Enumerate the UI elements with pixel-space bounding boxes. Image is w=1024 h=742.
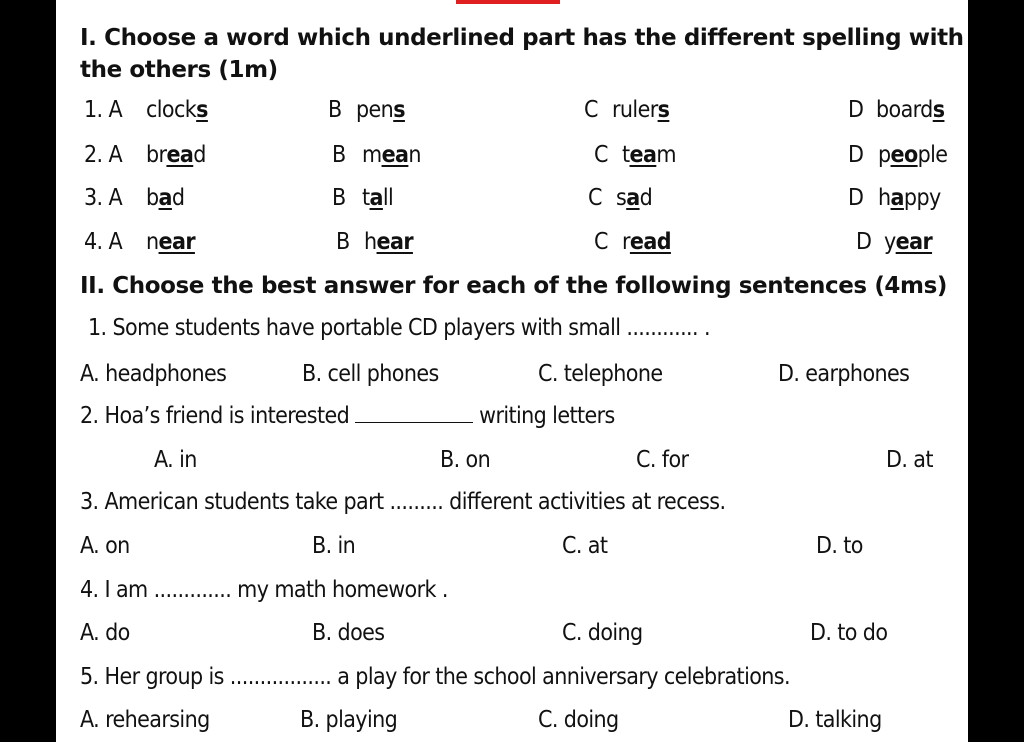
word-part: n: [146, 229, 159, 255]
row-4-word-b: [364, 228, 413, 256]
question-2-stem: [80, 402, 615, 430]
underlined-part: s: [932, 97, 945, 123]
underlined-part: s: [657, 97, 670, 123]
question-3-option-d: D. to: [816, 533, 863, 559]
word-part: ll: [382, 185, 394, 211]
word-part: y: [884, 229, 896, 255]
row-2-word-d: [878, 141, 947, 169]
underlined-part: ear: [376, 229, 413, 255]
question-1-option-c: C. telephone: [538, 361, 663, 387]
row-3-word-c: [616, 184, 652, 212]
question-1-option-b: B. cell phones: [302, 361, 439, 387]
row-4-letter-b: B: [336, 229, 350, 255]
row-3-word-a: [146, 184, 184, 212]
underlined-part: ea: [629, 142, 657, 168]
answer-blank: [355, 404, 473, 423]
question-5-stem: 5. Her group is ................. a play for the school anniversary celebrations.: [80, 664, 790, 690]
word-part: br: [146, 142, 167, 168]
underlined-part: s: [393, 97, 405, 123]
question-2-option-a: A. in: [154, 447, 197, 473]
question-3-option-c: C. at: [562, 533, 608, 559]
question-3-stem: 3. American students take part ......... different activities at recess.: [80, 489, 726, 515]
top-accent-bar: [456, 0, 560, 4]
underlined-part: ear: [895, 229, 933, 255]
row-1-letter-b: B: [328, 97, 342, 123]
row-2-letter-d: D: [848, 142, 864, 168]
question-2-option-b: B. on: [440, 447, 491, 473]
row-1-word-d: [876, 96, 944, 124]
word-part: h: [364, 229, 377, 255]
question-3-option-a: A. on: [80, 533, 130, 559]
word-part: n: [408, 142, 421, 168]
row-2-letter-c: C: [594, 142, 608, 168]
row-3-letter-b: B: [332, 185, 346, 211]
question-3-option-b: B. in: [312, 533, 356, 559]
word-part: s: [616, 185, 627, 211]
question-1-option-d: D. earphones: [778, 361, 910, 387]
word-part: m: [656, 142, 676, 168]
row-1-letter-d: D: [848, 97, 864, 123]
word-part: pen: [356, 97, 394, 123]
row-1-word-b: [356, 96, 405, 124]
word-part: d: [193, 142, 206, 168]
underlined-part: a: [626, 185, 640, 211]
question-4-option-c: C. doing: [562, 620, 643, 646]
question-2-stem-before: 2. Hoa’s friend is interested: [80, 403, 350, 429]
row-4-number-a: 4. A: [84, 229, 123, 255]
row-2-word-b: [362, 141, 421, 169]
word-part: d: [639, 185, 653, 211]
underlined-part: eo: [890, 142, 918, 168]
word-part: t: [622, 142, 630, 168]
word-part: d: [171, 185, 185, 211]
section1-heading-line2: the others (1m): [80, 57, 278, 83]
word-part: h: [878, 185, 891, 211]
word-part: r: [622, 229, 630, 255]
word-part: b: [146, 185, 159, 211]
underlined-part: ead: [629, 229, 671, 255]
underlined-part: ea: [381, 142, 409, 168]
row-1-word-c: [612, 96, 669, 124]
section2-heading: II. Choose the best answer for each of the following sentences (4ms): [80, 273, 948, 299]
row-4-letter-d: D: [856, 229, 872, 255]
row-4-word-a: [146, 228, 195, 256]
row-4-word-c: [622, 228, 671, 256]
row-3-number-a: 3. A: [84, 185, 123, 211]
word-part: ppy: [903, 185, 941, 211]
underlined-part: a: [890, 185, 904, 211]
question-4-option-b: B. does: [312, 620, 385, 646]
underlined-part: ear: [158, 229, 195, 255]
row-3-letter-d: D: [848, 185, 864, 211]
underlined-part: a: [369, 185, 383, 211]
row-2-word-a: [146, 141, 206, 169]
row-1-letter-c: C: [584, 97, 598, 123]
question-2-option-c: C. for: [636, 447, 689, 473]
row-4-word-d: [884, 228, 932, 256]
row-2-word-c: [622, 141, 676, 169]
row-4-letter-c: C: [594, 229, 608, 255]
word-part: ple: [917, 142, 948, 168]
row-1-number-a: 1. A: [84, 97, 123, 123]
row-2-number-a: 2. A: [84, 142, 123, 168]
row-1-word-a: [146, 96, 208, 124]
row-3-letter-c: C: [588, 185, 602, 211]
question-1-option-a: A. headphones: [80, 361, 227, 387]
section1-heading-line1: I. Choose a word which underlined part has the different spelling with: [80, 25, 964, 51]
word-part: clock: [146, 97, 197, 123]
question-5-option-c: C. doing: [538, 707, 619, 733]
question-2-stem-after: writing letters: [479, 403, 615, 429]
question-5-option-a: A. rehearsing: [80, 707, 210, 733]
word-part: ruler: [612, 97, 658, 123]
row-3-word-d: [878, 184, 941, 212]
underlined-part: a: [158, 185, 172, 211]
question-5-option-b: B. playing: [300, 707, 398, 733]
word-part: t: [362, 185, 370, 211]
question-4-stem: 4. I am ............. my math homework .: [80, 577, 448, 603]
underlined-part: s: [196, 97, 208, 123]
question-4-option-d: D. to do: [810, 620, 888, 646]
word-part: p: [878, 142, 891, 168]
question-4-option-a: A. do: [80, 620, 130, 646]
question-2-option-d: D. at: [886, 447, 933, 473]
underlined-part: ea: [166, 142, 194, 168]
word-part: m: [362, 142, 382, 168]
question-1-stem: 1. Some students have portable CD players with small ............ .: [88, 315, 710, 341]
row-2-letter-b: B: [332, 142, 346, 168]
row-3-word-b: [362, 184, 393, 212]
word-part: board: [876, 97, 933, 123]
question-5-option-d: D. talking: [788, 707, 882, 733]
